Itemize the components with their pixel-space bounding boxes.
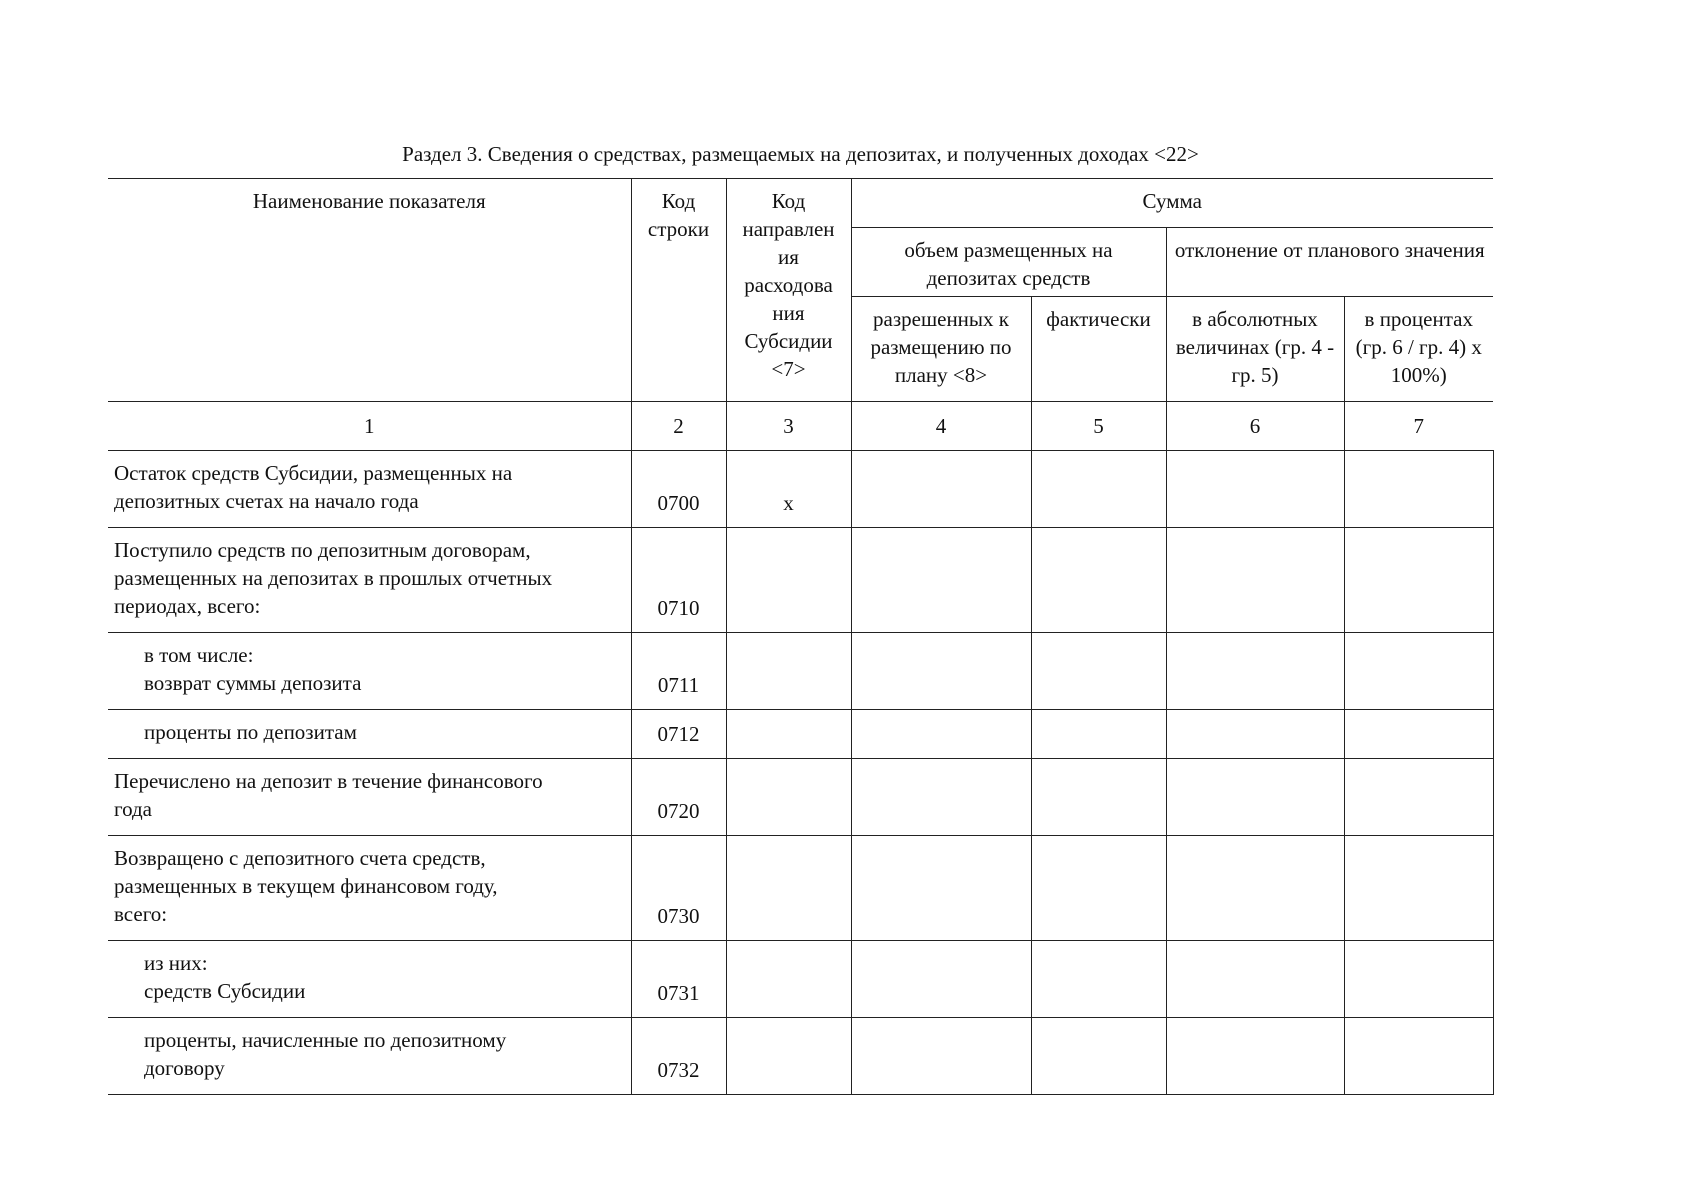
percent-cell[interactable]: [1344, 710, 1493, 759]
planned-cell[interactable]: [851, 1018, 1031, 1095]
actual-cell[interactable]: [1031, 710, 1166, 759]
column-number: 4: [851, 402, 1031, 451]
header-percent: в процентах (гр. 6 / гр. 4) x 100%): [1344, 297, 1493, 402]
actual-cell[interactable]: [1031, 759, 1166, 836]
line-code: 0711: [631, 633, 726, 710]
actual-cell[interactable]: [1031, 1018, 1166, 1095]
absolute-cell[interactable]: [1166, 528, 1344, 633]
absolute-cell[interactable]: [1166, 836, 1344, 941]
actual-cell[interactable]: [1031, 528, 1166, 633]
indicator-name-line: Перечислено на депозит в течение финансового: [114, 769, 543, 793]
indicator-name-line: договору: [144, 1056, 225, 1080]
indicator-name-line: депозитных счетах на начало года: [114, 489, 419, 513]
line-code: 0730: [631, 836, 726, 941]
planned-cell[interactable]: [851, 836, 1031, 941]
direction-code: [726, 759, 851, 836]
planned-cell[interactable]: [851, 941, 1031, 1018]
column-number: 2: [631, 402, 726, 451]
direction-code: x: [726, 451, 851, 528]
direction-code: [726, 710, 851, 759]
percent-cell[interactable]: [1344, 759, 1493, 836]
deposits-table: [108, 178, 1494, 1095]
table-row: [108, 710, 1493, 759]
indicator-name: [108, 1018, 631, 1095]
line-code: 0732: [631, 1018, 726, 1095]
table-row: [108, 633, 1493, 710]
absolute-cell[interactable]: [1166, 941, 1344, 1018]
table-row: [108, 1018, 1493, 1095]
actual-cell[interactable]: [1031, 633, 1166, 710]
absolute-cell[interactable]: [1166, 710, 1344, 759]
percent-cell[interactable]: [1344, 451, 1493, 528]
column-number: 7: [1344, 402, 1493, 451]
table-row: [108, 759, 1493, 836]
line-code: 0710: [631, 528, 726, 633]
actual-cell[interactable]: [1031, 941, 1166, 1018]
percent-cell[interactable]: [1344, 941, 1493, 1018]
percent-cell[interactable]: [1344, 836, 1493, 941]
indicator-name: [108, 836, 631, 941]
percent-cell[interactable]: [1344, 528, 1493, 633]
absolute-cell[interactable]: [1166, 633, 1344, 710]
table-row: [108, 941, 1493, 1018]
table-row: [108, 836, 1493, 941]
table-row: [108, 528, 1493, 633]
absolute-cell[interactable]: [1166, 1018, 1344, 1095]
planned-cell[interactable]: [851, 633, 1031, 710]
header-direction-code: Код направлен ия расходова ния Субсидии <7>: [726, 179, 851, 402]
indicator-name: [108, 941, 631, 1018]
indicator-name-line: в том числе:: [144, 643, 254, 667]
column-number: 1: [108, 402, 631, 451]
header-deviation: отклонение от планового значения: [1166, 228, 1493, 297]
header-placed-volume: объем размещенных на депозитах средств: [851, 228, 1166, 297]
indicator-name-line: года: [114, 797, 152, 821]
indicator-name-line: средств Субсидии: [144, 979, 306, 1003]
column-number: 5: [1031, 402, 1166, 451]
line-code: 0712: [631, 710, 726, 759]
planned-cell[interactable]: [851, 528, 1031, 633]
indicator-name-line: размещенных в текущем финансовом году,: [114, 874, 498, 898]
section-title: Раздел 3. Сведения о средствах, размещаемых на депозитах, и полученных доходах <22>: [402, 142, 1199, 166]
planned-cell[interactable]: [851, 451, 1031, 528]
absolute-cell[interactable]: [1166, 759, 1344, 836]
percent-cell[interactable]: [1344, 633, 1493, 710]
absolute-cell[interactable]: [1166, 451, 1344, 528]
indicator-name: [108, 759, 631, 836]
indicator-name: [108, 451, 631, 528]
indicator-name-line: из них:: [144, 951, 208, 975]
indicator-name: [108, 528, 631, 633]
indicator-name-line: Остаток средств Субсидии, размещенных на: [114, 461, 513, 485]
indicator-name-line: всего:: [114, 902, 168, 926]
indicator-name: [108, 710, 631, 759]
actual-cell[interactable]: [1031, 451, 1166, 528]
planned-cell[interactable]: [851, 759, 1031, 836]
indicator-name-line: размещенных на депозитах в прошлых отчетных: [114, 566, 553, 590]
indicator-name-line: проценты, начисленные по депозитному: [144, 1028, 507, 1052]
line-code: 0720: [631, 759, 726, 836]
header-actual: фактически: [1031, 297, 1166, 402]
header-absolute: в абсолютных величинах (гр. 4 - гр. 5): [1166, 297, 1344, 402]
column-number: 6: [1166, 402, 1344, 451]
percent-cell[interactable]: [1344, 1018, 1493, 1095]
actual-cell[interactable]: [1031, 836, 1166, 941]
line-code: 0700: [631, 451, 726, 528]
header-sum: Сумма: [851, 179, 1493, 228]
line-code: 0731: [631, 941, 726, 1018]
column-number: 3: [726, 402, 851, 451]
header-planned: разрешенных к размещению по плану <8>: [851, 297, 1031, 402]
indicator-name: [108, 633, 631, 710]
direction-code: [726, 633, 851, 710]
indicator-name-line: периодах, всего:: [114, 594, 261, 618]
header-line-code: Код строки: [631, 179, 726, 402]
indicator-name-line: Поступило средств по депозитным договорам,: [114, 538, 531, 562]
header-indicator-name: Наименование показателя: [108, 179, 631, 402]
indicator-name-line: Возвращено с депозитного счета средств,: [114, 846, 486, 870]
planned-cell[interactable]: [851, 710, 1031, 759]
indicator-name-line: проценты по депозитам: [144, 720, 357, 744]
table-row: [108, 451, 1493, 528]
direction-code: [726, 836, 851, 941]
direction-code: [726, 528, 851, 633]
direction-code: [726, 941, 851, 1018]
indicator-name-line: возврат суммы депозита: [144, 671, 362, 695]
direction-code: [726, 1018, 851, 1095]
